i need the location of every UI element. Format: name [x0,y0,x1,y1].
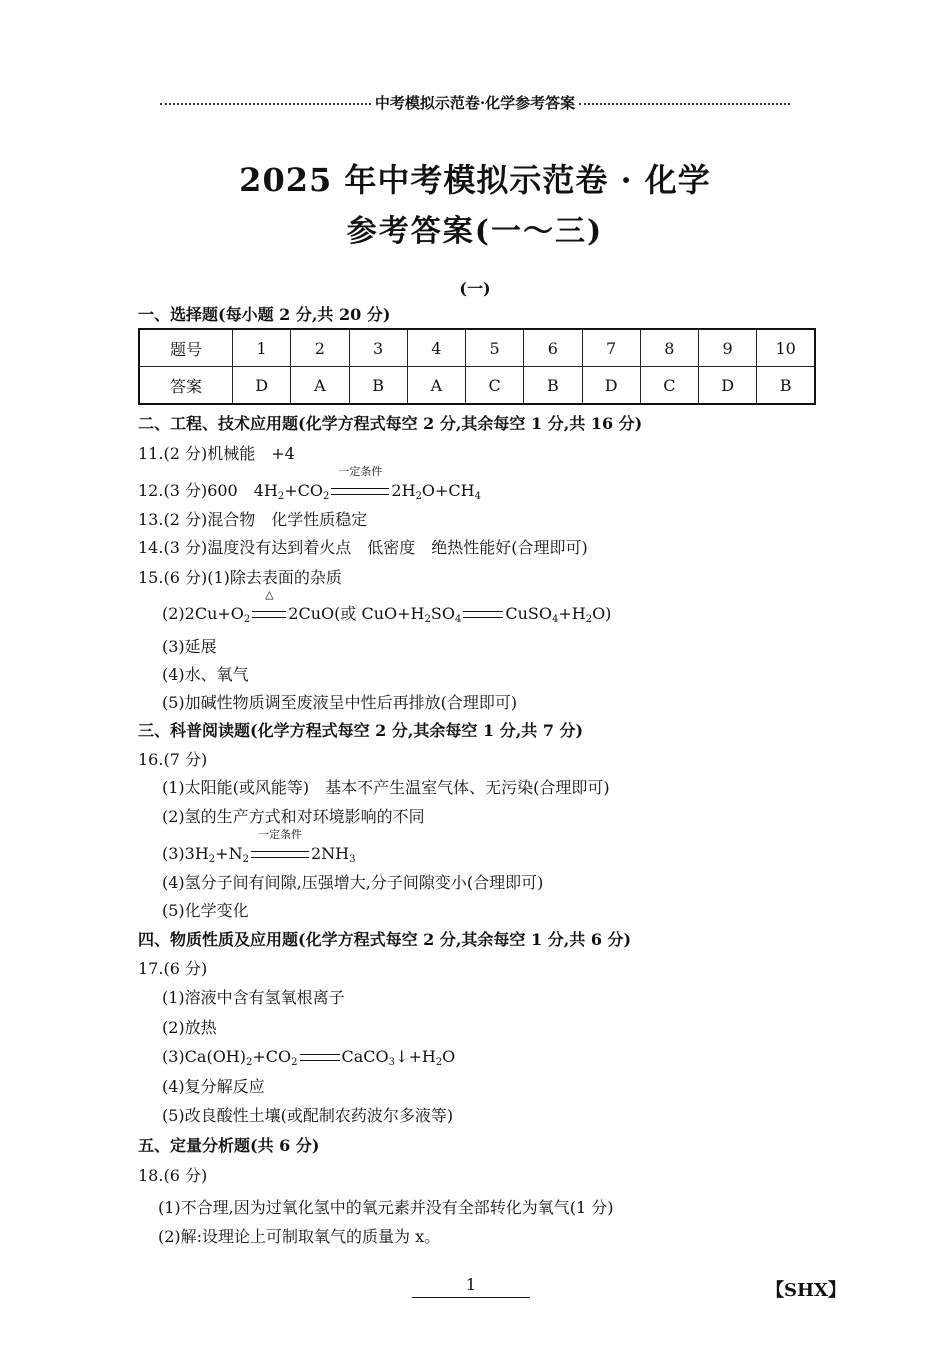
answer-cell: B [349,367,407,405]
answer-cell: D [233,367,291,405]
answer-q17-2: (2)放热 [162,1018,217,1037]
answer-q16: 16.(7 分) [138,750,208,769]
row-label-answers: 答案 [139,367,233,405]
set-label: (一) [459,279,491,298]
answer-cell: A [291,367,349,405]
running-title: 中考模拟示范卷·化学参考答案 [374,93,576,112]
answer-q17: 17.(6 分) [138,959,208,978]
choice-answer-table [138,328,816,405]
question-number: 3 [349,329,407,367]
answer-q18: 18.(6 分) [138,1166,208,1185]
question-number: 4 [407,329,465,367]
row-label-numbers: 题号 [139,329,233,367]
question-number: 6 [524,329,582,367]
main-title: 2025 年中考模拟示范卷 · 化学 [239,161,711,199]
answer-q15-2: $(2)2Cu+O_2$ △ 2CuO(或 $CuO+H_2SO_4$ $CuSO_4+H_2O$) [162,588,612,625]
section4-heading: 四、物质性质及应用题(化学方程式每空 2 分,其余每空 1 分,共 6 分) [138,930,632,949]
answer-q16-1: (1)太阳能(或风能等) 基本不产生温室气体、无污染(合理即可) [162,778,610,797]
question-number: 1 [233,329,291,367]
answer-q15-3: (3)延展 [162,637,217,656]
answer-q13: 13.(2 分)混合物 化学性质稳定 [138,510,368,529]
section2-heading: 二、工程、技术应用题(化学方程式每空 2 分,其余每空 1 分,共 16 分) [138,414,643,433]
answer-q17-5: (5)改良酸性土壤(或配制农药波尔多液等) [162,1106,454,1125]
answer-q17-4: (4)复分解反应 [162,1077,265,1096]
question-number: 2 [291,329,349,367]
answer-q15-4: (4)水、氧气 [162,665,249,684]
reaction-condition: △ [252,603,286,625]
answer-q17-1: (1)溶液中含有氢氧根离子 [162,988,345,1007]
question-number: 9 [699,329,757,367]
answer-q16-2: (2)氢的生产方式和对环境影响的不同 [162,807,425,826]
question-number: 8 [640,329,698,367]
section1-heading: 一、选择题(每小题 2 分,共 20 分) [138,305,391,324]
answer-cell: B [524,367,582,405]
answer-q16-3: $(3)3H_2+N_2$ 一定条件 $2NH_3$ [162,828,356,865]
answer-cell: B [757,367,815,405]
answer-q11: 11.(2 分)机械能 +4 [138,444,295,463]
reaction-condition: 一定条件 [331,480,389,502]
question-number: 5 [466,329,524,367]
running-header [160,90,790,114]
answer-cell: D [582,367,640,405]
question-number: 7 [582,329,640,367]
page-number: 1 [412,1273,530,1301]
answer-q14: 14.(3 分)温度没有达到着火点 低密度 绝热性能好(合理即可) [138,538,588,557]
sub-title: 参考答案(一～三) [346,214,604,249]
answer-q18-2: (2)解:设理论上可制取氧气的质量为 x。 [158,1227,441,1246]
answer-q16-5: (5)化学变化 [162,901,249,920]
answer-q18-1: (1)不合理,因为过氧化氢中的氧元素并没有全部转化为氧气(1 分) [158,1198,614,1217]
answer-q15-1: 15.(6 分)(1)除去表面的杂质 [138,568,342,587]
answer-q16-4: (4)氢分子间有间隙,压强增大,分子间隙变小(合理即可) [162,873,544,892]
question-number-row [139,329,815,367]
answer-cell: D [699,367,757,405]
answer-q17-3: $(3)Ca(OH)_2+CO_2$ $CaCO_3↓+H_2O$ [162,1047,456,1068]
answer-q15-5: (5)加碱性物质调至废液呈中性后再排放(合理即可) [162,693,518,712]
answer-row [139,367,815,405]
answer-cell: C [466,367,524,405]
section3-heading: 三、科普阅读题(化学方程式每空 2 分,其余每空 1 分,共 7 分) [138,721,584,740]
answer-q12: 12.(3 分)600 $4H_2+CO_2$ 一定条件 $2H_2O+CH_4$ [138,465,481,502]
answer-cell: A [407,367,465,405]
reaction-condition: 一定条件 [251,843,309,865]
answer-cell: C [640,367,698,405]
header-dots-right [579,103,790,105]
header-dots-left [160,103,371,105]
section5-heading: 五、定量分析题(共 6 分) [138,1136,320,1155]
question-number: 10 [757,329,815,367]
paper-code: 【SHX】 [766,1280,846,1301]
